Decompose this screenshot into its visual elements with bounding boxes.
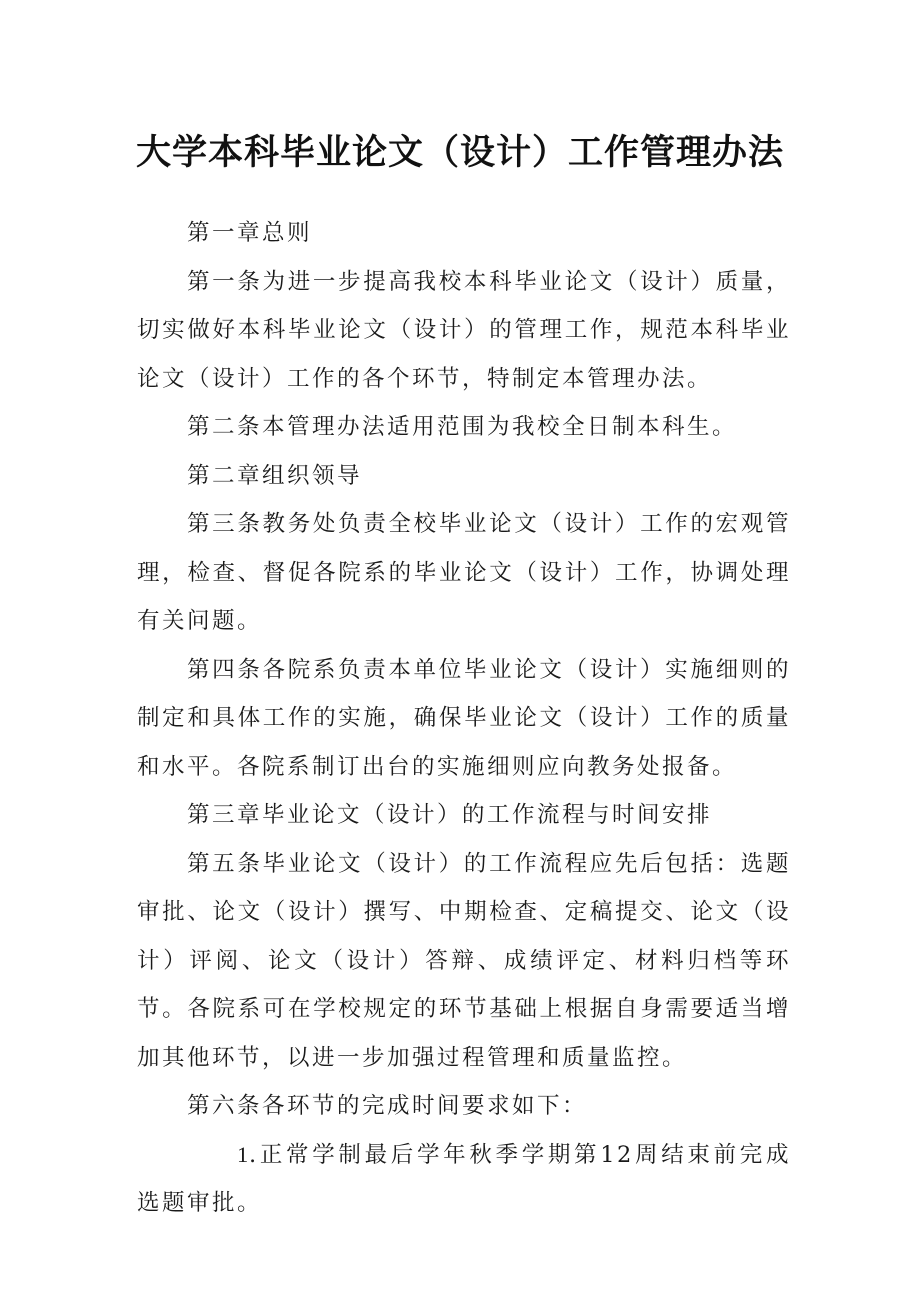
chapter-heading-3: 第三章毕业论文（设计）的工作流程与时间安排 — [187, 802, 713, 828]
document-title: 大学本科毕业论文（设计）工作管理办法 — [135, 133, 784, 173]
chapter-heading-2: 第二章组织领导 — [187, 462, 363, 489]
article-4: 第四条各院系负责本单位毕业论文（设计）实施细则的制定和具体工作的实施，确保毕业论文（设计）工作的质量和水平。各院系制订出台的实施细则应向教务处报备。 — [137, 656, 791, 780]
list-item-1 — [137, 1131, 791, 1228]
article-1: 第一条为进一步提高我校本科毕业论文（设计）质量，切实做好本科毕业论文（设计）的管理工作，规范本科毕业论文（设计）工作的各个环节，特制定本管理办法。 — [137, 268, 791, 392]
list-item-text: .正常学制最后学年秋季学期第12周结束前完成选题审批。 — [137, 1141, 791, 1216]
article-2: 第二条本管理办法适用范围为我校全日制本科生。 — [187, 414, 738, 440]
article-5: 第五条毕业论文（设计）的工作流程应先后包括：选题审批、论文（设计）撰写、中期检查、定稿提交、论文（设计）评阅、论文（设计）答辩、成绩评定、材料归档等环节。各院系可在学校规定的环节基础上根据自身需要适当增加其他环节，以进一步加强过程管理和质量监控。 — [137, 850, 791, 1071]
list-item-number: 1 — [237, 1141, 249, 1167]
article-3: 第三条教务处负责全校毕业论文（设计）工作的宏观管理，检查、督促各院系的毕业论文（设计）工作，协调处理有关问题。 — [137, 511, 791, 634]
chapter-heading-1: 第一章总则 — [187, 220, 313, 246]
article-6: 第六条各环节的完成时间要求如下： — [187, 1093, 588, 1119]
document-body — [137, 209, 791, 1228]
